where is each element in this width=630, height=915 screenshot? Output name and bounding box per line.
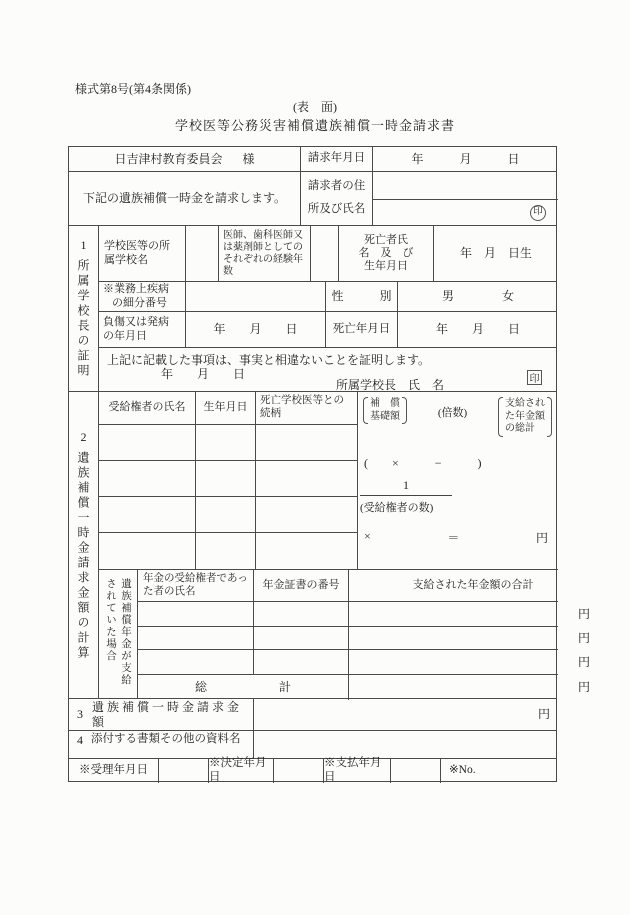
pension-amount-input[interactable]: 円 [577,654,590,669]
beneficiary-birth-input[interactable] [196,425,256,460]
section1-row-certify [99,348,556,392]
base-amount-bracket [363,397,407,424]
disease-label-line2: の細分番号 [112,296,167,309]
claim-date-label: 請求年月日 [301,147,373,171]
section1-number: 1 [80,238,87,252]
experience-input[interactable] [311,226,339,281]
pension-total-label [503,397,547,437]
claimant-label-line2: 所及び氏名 [307,202,366,215]
section1-side-column [69,226,99,391]
pension-amount-input[interactable]: 円 [577,630,590,645]
request-text: 下記の遺族補償一時金を請求します。 [69,172,301,225]
pension-paid-table [99,569,590,699]
experience-label: 医師、歯科医師又は薬剤師としてのそれぞれの経験年数 [219,226,311,281]
pension-cert-input[interactable] [254,602,349,626]
principal-seal-icon: 印 [527,370,542,385]
pension-holder-input[interactable] [138,627,254,649]
deceased-label-line1: 死亡者氏 [364,233,408,246]
deceased-label-line2: 名 及 び [358,246,414,259]
beneficiary-birth-input[interactable] [196,497,256,532]
injury-label-line2: の年月日 [103,329,147,342]
claimant-address-input[interactable] [373,172,558,200]
pension-amount-input[interactable]: 円 [577,606,590,621]
pension-total-line3: の総計 [504,423,535,434]
fraction-numerator: 1 [360,478,452,496]
formula-fraction [360,478,452,515]
pension-total-row [138,675,590,700]
death-date-input[interactable]: 年 月 日 [435,322,520,337]
beneficiary-name-input[interactable] [99,461,196,496]
pension-grand-total-label: 総 計 [138,675,349,700]
disease-code-label [99,282,186,311]
injury-label-line1: 負傷又は発病 [103,316,169,329]
pension-header-row [138,570,558,602]
beneficiary-relation-header: 死亡学校医等との続柄 [260,395,344,419]
section1-side-label: 所属学校長の証明 [76,259,90,379]
beneficiary-relation-input[interactable] [256,533,358,569]
deceased-label-line3: 生年月日 [364,260,408,273]
sex-choice[interactable]: 男 女 [441,289,514,304]
row-office-use [69,759,556,783]
row-attachments [69,731,556,759]
beneficiary-row [99,461,357,497]
pension-holder-input[interactable] [138,602,254,626]
base-amount-label [368,397,402,424]
fraction-denominator: (受給権者の数) [360,502,434,514]
section1-row-a [99,226,556,282]
row-claim-amount [69,699,556,731]
pension-side-column [99,570,138,699]
pension-total-header: 支給された年金額の合計 [412,578,534,591]
addressee-name: 日吉津村教育委員会 [114,151,223,166]
form-number: 様式第8号(第4条関係) [75,82,191,96]
disease-code-input[interactable] [186,282,326,311]
accepted-date-input[interactable] [159,759,209,783]
pension-holder-header: 年金の受給権者であった者の氏名 [138,570,254,601]
pension-side-label: 遺族補償年金が支給されていた場合 [105,577,131,686]
claimant-label-line1: 請求者の住 [307,180,366,193]
pension-row [138,627,590,650]
beneficiary-row [99,425,357,461]
injury-date-input[interactable]: 年 月 日 [186,312,326,347]
bracket-right-icon [402,397,407,424]
sex-label: 性 別 [326,282,398,311]
accepted-date-label: ※受理年月日 [69,759,159,783]
formula-area [358,392,558,569]
school-name-label: 学校医等の所属学校名 [99,226,186,281]
form-table [68,146,590,783]
claimant-value-area [373,172,558,225]
decided-date-label: ※決定年月日 [209,759,274,783]
decided-date-input[interactable] [274,759,324,783]
beneficiary-header-row [99,392,357,425]
beneficiary-name-input[interactable] [99,425,196,460]
formula-result-row[interactable] [364,529,548,546]
paid-date-input[interactable] [391,759,441,783]
bracket-right-icon [547,397,552,437]
row3-number: 3 [77,707,83,722]
attachments-label: 添付する書類その他の資料名 [91,733,241,745]
pension-cert-input[interactable] [254,627,349,649]
multiplier-label: (倍数) [437,407,468,419]
claim-amount-label-cell [69,699,254,730]
beneficiary-name-input[interactable] [99,497,196,532]
certify-text: 上記に記載した事項は、事実と相違ないことを証明します。 [107,353,431,367]
formula-parentheses-input[interactable]: ( × − ) [364,456,482,470]
form-title: 学校医等公務災害補償遺族補償一時金請求書 [174,118,455,133]
row-addressee [69,147,556,172]
section1-row-b [99,282,556,312]
beneficiary-name-input[interactable] [99,533,196,569]
beneficiary-table [99,392,358,569]
claimant-label [301,172,373,225]
deceased-label [339,226,434,281]
claimant-seal-icon: 印 [530,205,546,221]
section1-row-c [99,312,556,348]
section2-side-column [69,392,99,698]
formula-bracket-row [363,397,552,437]
beneficiary-name-header: 受給権者の氏名 [99,392,196,424]
beneficiary-relation-input[interactable] [256,497,358,532]
section2-number: 2 [80,429,87,444]
beneficiary-birth-header: 生年月日 [196,392,256,424]
pension-row [138,650,590,675]
pension-total-line2: た年金額 [504,410,545,422]
section2-calculation [69,392,590,699]
beneficiary-birth-input[interactable] [196,533,256,569]
section2-side-label: 遺族補償一時金請求金額の計算 [76,450,90,661]
claim-amount-input[interactable]: 円 [537,707,550,722]
times-sign: × [364,529,371,543]
beneficiary-row [99,497,357,533]
attachments-input[interactable] [254,731,558,758]
death-date-label: 死亡年月日 [326,312,398,347]
claimant-name-row[interactable] [373,200,558,225]
certify-date-input[interactable]: 年 月 日 [161,367,246,381]
number-label: ※No. [449,764,476,777]
pension-holder-input[interactable] [138,650,254,674]
base-amount-line2: 基礎額 [370,410,400,422]
equals-sign: ＝ [447,531,460,545]
pension-row [138,602,590,627]
row-claimant [69,172,556,226]
pension-total-bracket [498,397,552,437]
pension-cert-input[interactable] [254,650,349,674]
beneficiary-relation-input[interactable] [256,461,358,496]
base-amount-line1: 補 償 [370,398,400,409]
beneficiary-birth-input[interactable] [196,461,256,496]
claim-amount-label: 遺族補償一時金請求金額 [92,700,243,729]
addressee-cell [69,147,301,171]
paid-date-label: ※支払年月日 [324,759,391,783]
pension-grand-total-input[interactable]: 円 [577,680,590,695]
row4-number: 4 [77,733,83,747]
disease-label-line1: ※業務上疾病 [103,283,169,296]
pension-cert-header: 年金証書の番号 [254,570,349,601]
injury-date-label [99,312,186,347]
face-label: (表 面) [293,100,337,114]
pension-total-line1: 支給され [504,398,545,409]
school-name-input[interactable] [186,226,219,281]
section1-principal-certification [69,226,556,392]
claim-date-input[interactable]: 年 月 日 [411,151,520,166]
principal-name-label: 所属学校長 氏 名 [336,378,445,392]
addressee-honorific: 様 [242,151,255,166]
attachments-label-cell [69,731,254,758]
beneficiary-row [99,533,357,569]
deceased-birth-input[interactable]: 年 月 日生 [459,246,532,261]
beneficiary-relation-input[interactable] [256,425,358,460]
yen-unit: 円 [535,531,548,545]
